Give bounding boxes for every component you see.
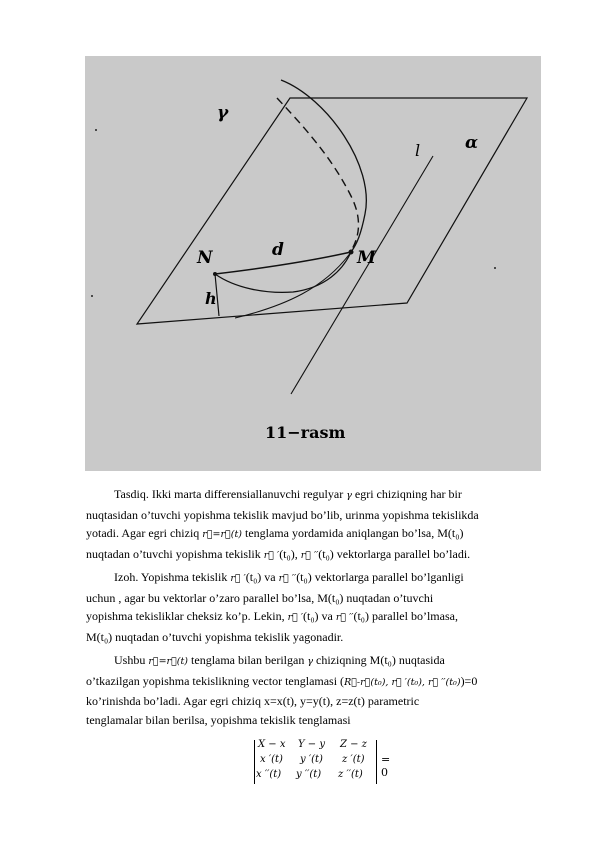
symbol-r-equation: r⃗=r⃗(t) (202, 529, 242, 540)
det-cell: X − x (258, 739, 286, 750)
text-segment: )=0 (460, 673, 478, 688)
text-segment: (t₀) vektorlarga parallel bo’lganligi (296, 570, 464, 584)
det-cell: Y − y (298, 739, 325, 750)
det-cell: x ′′(t) (256, 769, 282, 780)
determinant-bar-right (376, 740, 377, 784)
det-cell: z ′′(t) (338, 769, 363, 780)
symbol-gamma: γ (346, 490, 352, 501)
text-segment: (t₀), (279, 546, 301, 561)
text-segment: o’tkazilgan yopishma tekislikning vector tenglamasi ( (86, 673, 345, 688)
text-segment: (t₀) va (245, 570, 279, 584)
text-segment: tenglama yordamida aniqlangan bo’lsa, M(t₀) (241, 526, 464, 540)
text-segment: yopishma tekisliklar cheksiz ko’p. Lekin, (86, 609, 288, 623)
det-cell: Z − z (340, 739, 367, 750)
label-l: l (415, 141, 421, 160)
det-cell: y ′(t) (300, 754, 323, 765)
symbol-r-double-prime: r⃗ ′′ (278, 573, 297, 584)
determinant-bar-left (254, 740, 255, 784)
label-N: N (197, 248, 213, 268)
symbol-r-prime: r⃗ ′ (263, 549, 280, 561)
text-segment: Tasdiq. Ikki marta differensiallanuvchi regulyar (114, 487, 347, 501)
symbol-r-double-prime: r⃗ ′′ (335, 612, 354, 623)
paragraph-ushbu (86, 651, 556, 729)
label-alpha: α (465, 133, 479, 153)
point-M (349, 250, 354, 255)
symbol-r-prime: r⃗ ′ (230, 573, 246, 584)
det-cell: z ′(t) (342, 754, 365, 765)
symbol-r-double-prime: r⃗ ′′ (300, 549, 319, 561)
label-gamma: γ (217, 103, 229, 123)
figure-drawing (85, 56, 541, 471)
point-N (213, 272, 217, 276)
symbol-r-prime: r⃗ ′ (287, 612, 304, 623)
paragraph-izoh (86, 568, 556, 646)
text-line: M(t₀) nuqtadan o’tuvchi yopishma tekislik yagonadir. (86, 629, 344, 644)
osculating-plane-determinant (254, 738, 394, 810)
det-cell: x ′(t) (260, 754, 283, 765)
text-segment: nuqtadan o’tuvchi yopishma tekislik (86, 546, 264, 561)
text-segment: tenglama bilan berilgan (188, 653, 308, 667)
symbol-triple-product: R⃗-r⃗(t₀), r⃗ ′(t₀), r⃗ ′′(t₀) (344, 676, 461, 688)
figure-11 (85, 56, 541, 471)
label-h: h (205, 289, 217, 308)
text-segment: egri chiziqning har bir (351, 487, 462, 501)
text-segment: (t₀) parallel bo’lmasa, (353, 609, 458, 623)
text-segment: (t₀) vektorlarga parallel bo’ladi. (318, 546, 471, 561)
symbol-gamma: γ (307, 656, 314, 667)
det-cell: y ′′(t) (296, 769, 322, 780)
speck (494, 267, 496, 269)
text-segment: (t₀) va (303, 609, 336, 623)
text-line: nuqtasidan o’tuvchi yopishma tekislik mavjud bo’lib, urinma yopishma tekislikda (86, 507, 479, 522)
label-M: M (357, 248, 376, 268)
text-line: ko’rinishda bo’ladi. Agar egri chiziq x=x(t), y=y(t), z=z(t) parametric (86, 694, 420, 708)
text-segment: Ushbu (114, 653, 149, 667)
text-line: tenglamalar bilan berilsa, yopishma tekislik tenglamasi (86, 712, 351, 727)
label-d: d (272, 240, 284, 260)
symbol-r-equation: r⃗=r⃗(t) (148, 656, 189, 667)
text-segment: Izoh. Yopishma tekislik (114, 570, 231, 584)
figure-caption: 11−rasm (265, 423, 346, 442)
text-line: uchun , agar bu vektorlar o’zaro parallel bo’lsa, M(t₀) nuqtadan o’tuvchi (86, 590, 434, 605)
speck (91, 295, 93, 297)
speck (95, 129, 97, 131)
det-equals-zero: = 0 (381, 753, 391, 779)
text-segment: yotadi. Agar egri chiziq (86, 526, 203, 540)
text-segment: chiziqning M(t₀) nuqtasida (313, 653, 445, 667)
paragraph-tasdiq (86, 485, 556, 565)
figure-background (85, 56, 541, 471)
